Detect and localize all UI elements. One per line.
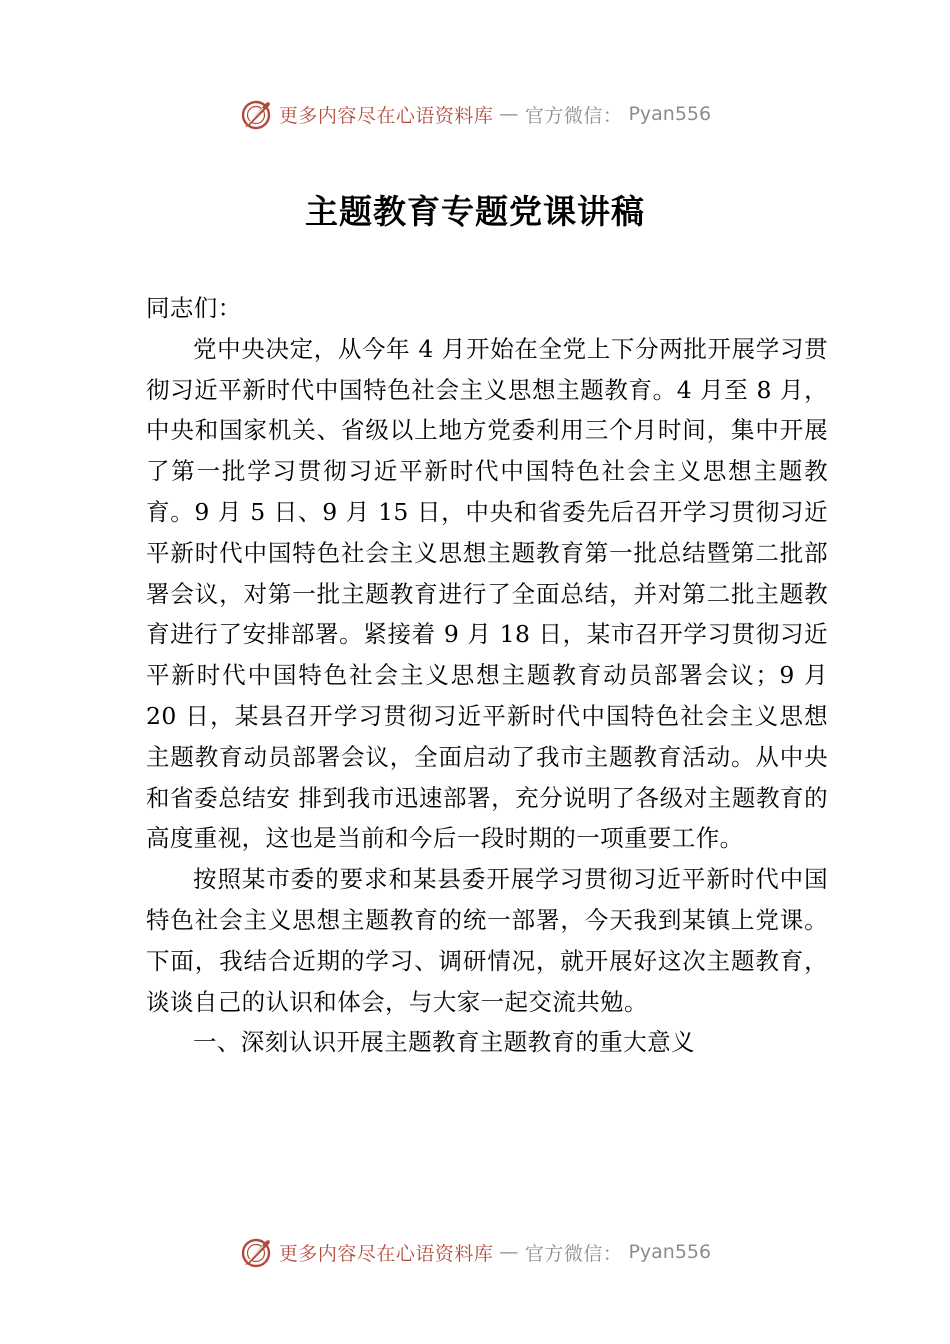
document-title: 主题教育专题党课讲稿 [305, 192, 645, 231]
document-body [146, 288, 828, 1063]
footer-banner [0, 1230, 950, 1274]
banner-dash: — [499, 103, 519, 125]
banner-wechat-id: Pyan556 [628, 1241, 712, 1263]
salutation: 同志们： [146, 294, 242, 322]
banner-wechat-label: 官方微信： [524, 104, 623, 127]
paragraph-2: 按照某市委的要求和某县委开展学习贯彻习近平新时代中国特色社会主义思想主题教育的统一部署，今天我到某镇上党课。下面，我结合近期的学习、调研情况，就开展好这次主题教育，谈谈自己的认识和体会，与大家一起交流共勉。 [146, 865, 828, 1016]
section-heading-1: 一、深刻认识开展主题教育主题教育的重大意义 [193, 1028, 695, 1057]
header-banner-content [239, 97, 711, 131]
quill-pen-seal-icon [239, 1235, 273, 1269]
paragraph-1: 党中央决定，从今年 4 月开始在全党上下分两批开展学习贯彻习近平新时代中国特色社会主义思想主题教育。4 月至 8 月，中央和国家机关、省级以上地方党委利用三个月时间，集中开展了第一批学习贯彻习近平新时代中国特色社会主义思想主题教育。9 月 5 日、9 月 15 日，中央和省委先后召开学习贯彻习近平新时代中国特色社会主义思想主题教育第一批总结暨第二批部署会议，对第一批主题教育进行了全面总结，并对第二批主题教育进行了安排部署。紧接着 9 月 18 日，某市召开学习贯彻习近平新时代中国特色社会主义思想主题教育动员部署会议；9 月 20 日，某县召开学习贯彻习近平新时代中国特色社会主义思想主题教育动员部署会议，全面启动了我市主题教育活动。从中央和省委总结安 排到我市迅速部署，充分说明了各级对主题教育的高度重视，这也是当前和今后一段时期的一项重要工作。 [146, 334, 828, 853]
quill-pen-seal-icon [239, 97, 273, 131]
header-banner [0, 92, 950, 136]
banner-main-text: 更多内容尽在心语资料库 [278, 1242, 494, 1265]
banner-main-text: 更多内容尽在心语资料库 [278, 104, 494, 127]
banner-wechat-id: Pyan556 [628, 103, 712, 125]
banner-dash: — [499, 1241, 519, 1263]
footer-banner-content [239, 1235, 711, 1269]
banner-wechat-label: 官方微信： [524, 1242, 623, 1265]
